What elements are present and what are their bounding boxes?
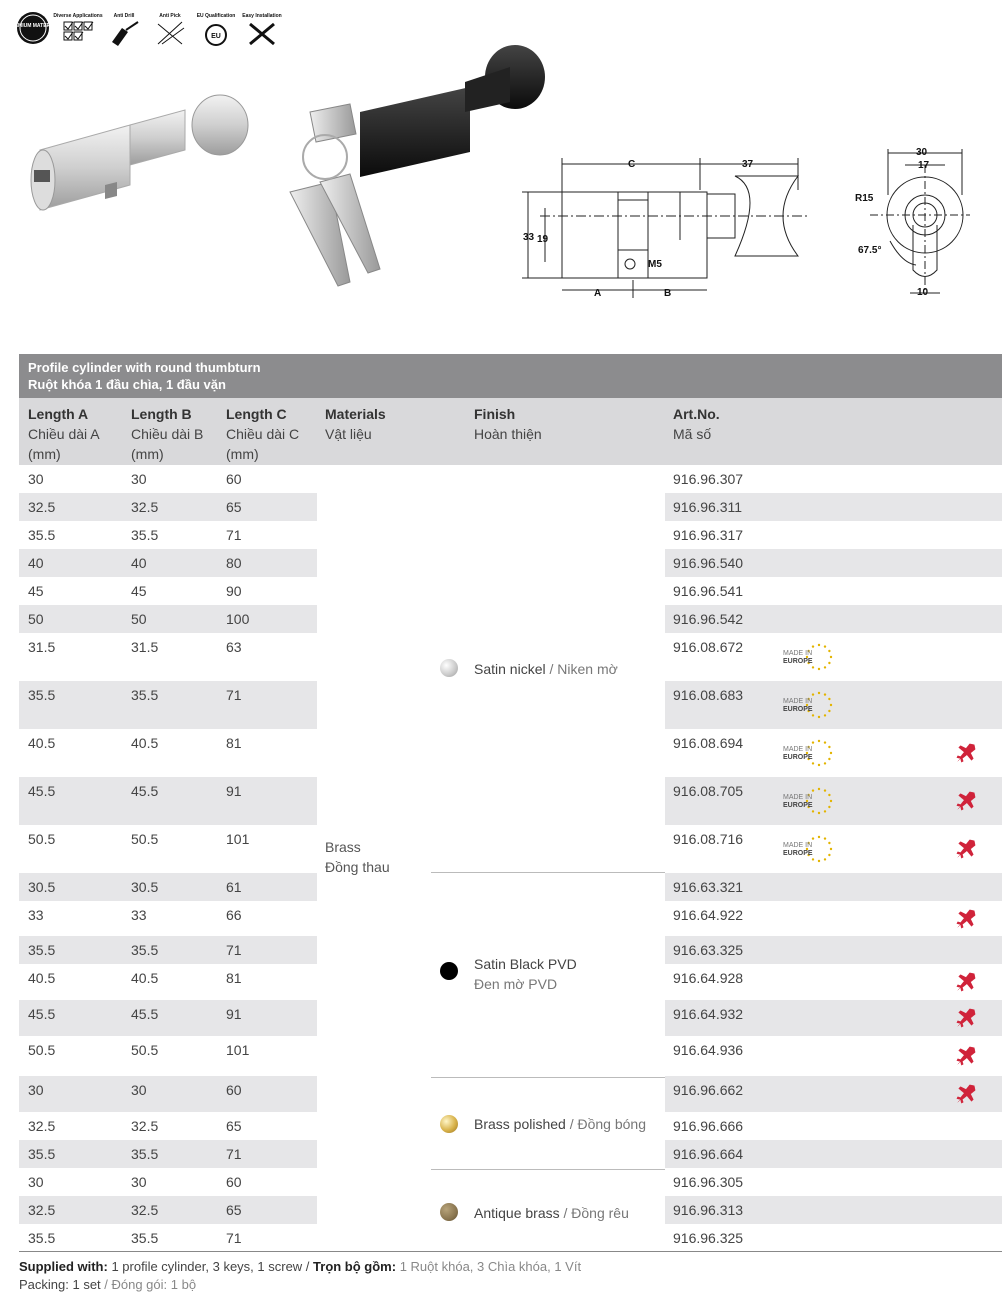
header-length-b: Length B Chiều dài B (mm) [131, 406, 204, 462]
length-c-cell: 65 [226, 499, 242, 515]
art-no-cell: 916.64.936 [673, 1042, 744, 1058]
table-row [19, 681, 317, 729]
length-a-cell: 30.5 [28, 879, 56, 895]
length-a-cell: 45.5 [28, 1006, 56, 1022]
length-c-cell: 71 [226, 687, 242, 703]
length-b-cell: 32.5 [131, 1202, 159, 1218]
length-a-cell: 40.5 [28, 735, 56, 751]
table-row [19, 901, 317, 936]
length-b-cell: 50 [131, 611, 147, 627]
material-en: Brass [325, 839, 361, 855]
brass-polished-swatch-icon [440, 1115, 458, 1133]
length-a-cell: 40.5 [28, 970, 56, 986]
art-no-cell: 916.96.305 [673, 1174, 744, 1190]
length-c-cell: 91 [226, 1006, 242, 1022]
finish-label: Brass polished / Đồng bóng [474, 1116, 647, 1132]
diverse-applications-icon [53, 13, 102, 40]
art-no-row [665, 1224, 1002, 1251]
table-row [19, 1036, 317, 1076]
table-row [19, 825, 317, 873]
dim-30-label: 30 [916, 147, 928, 158]
art-no-cell: 916.08.694 [673, 735, 744, 751]
art-no-row [665, 1140, 1002, 1168]
europe-text: EUROPE [783, 658, 813, 665]
made-in-europe-icon [781, 691, 835, 719]
airplane-icon [955, 1007, 977, 1029]
art-no-cell: 916.63.321 [673, 879, 744, 895]
dim-r15-label: R15 [855, 193, 874, 204]
dim-m5-label: M5 [648, 259, 662, 270]
length-b-cell: 50.5 [131, 831, 159, 847]
length-c-cell: 60 [226, 471, 242, 487]
length-a-cell: 50 [28, 611, 44, 627]
length-c-cell: 71 [226, 1230, 242, 1246]
length-a-cell: 31.5 [28, 639, 56, 655]
front-view-drawing [850, 145, 970, 300]
supplied-with: Supplied with: 1 profile cylinder, 3 keys, 1 screw / Trọn bộ gồm: 1 Ruột khóa, 3 Chìa khóa, 1 Vít [19, 1259, 582, 1274]
art-no-cell: 916.96.541 [673, 583, 744, 599]
table-row [19, 605, 317, 633]
length-a-cell: 32.5 [28, 1118, 56, 1134]
length-b-cell: 35.5 [131, 527, 159, 543]
length-a-cell: 35.5 [28, 1146, 56, 1162]
header-art-no: Art.No. Mã số [673, 406, 720, 442]
length-a-cell: 35.5 [28, 1230, 56, 1246]
art-no-row [665, 1036, 1002, 1076]
length-b-cell: 33 [131, 907, 147, 923]
finish-satin-nickel [431, 465, 665, 872]
art-no-row [665, 549, 1002, 577]
table-row [19, 1224, 317, 1251]
dim-17-label: 17 [918, 160, 930, 171]
length-c-cell: 101 [226, 1042, 250, 1058]
made-in-text: MADE IN [783, 746, 813, 753]
art-no-cell: 916.96.540 [673, 555, 744, 571]
svg-text:EU: EU [211, 33, 221, 40]
made-in-europe-icon [781, 787, 835, 815]
airplane-icon [955, 1045, 977, 1067]
length-b-cell: 45.5 [131, 783, 159, 799]
art-no-row [665, 681, 1002, 729]
airplane-icon [955, 790, 977, 812]
length-b-cell: 35.5 [131, 1146, 159, 1162]
art-no-row [665, 577, 1002, 605]
art-no-row [665, 493, 1002, 521]
art-no-cell: 916.08.672 [673, 639, 744, 655]
art-no-row [665, 1076, 1002, 1112]
easy-installation-icon [242, 13, 281, 44]
length-b-cell: 32.5 [131, 1118, 159, 1134]
table-header [19, 398, 1002, 465]
finish-label: Satin nickel / Niken mờ [474, 661, 618, 677]
length-c-cell: 63 [226, 639, 242, 655]
made-in-europe-icon [781, 643, 835, 671]
length-c-cell: 66 [226, 907, 242, 923]
table-row [19, 1000, 317, 1036]
table-row [19, 1196, 317, 1224]
length-b-cell: 35.5 [131, 942, 159, 958]
premium-material-label: PREMIUM MATERIAL [7, 23, 59, 29]
length-a-cell: 30 [28, 471, 44, 487]
made-in-text: MADE IN [783, 698, 813, 705]
satin-black-swatch-icon [440, 962, 458, 980]
table-row [19, 729, 317, 777]
art-no-cell: 916.64.922 [673, 907, 744, 923]
art-no-cell: 916.96.664 [673, 1146, 744, 1162]
art-no-cell: 916.96.325 [673, 1230, 744, 1246]
length-c-cell: 100 [226, 611, 250, 627]
length-b-cell: 40.5 [131, 735, 159, 751]
made-in-text: MADE IN [783, 650, 813, 657]
art-no-row [665, 1168, 1002, 1196]
art-no-cell: 916.96.311 [673, 499, 743, 515]
length-b-cell: 35.5 [131, 687, 159, 703]
header-finish: Finish Hoàn thiện [474, 406, 542, 442]
art-no-cell: 916.96.662 [673, 1082, 744, 1098]
dim-angle-label: 67.5° [858, 245, 882, 256]
art-no-cell: 916.96.542 [673, 611, 744, 627]
art-no-row [665, 521, 1002, 549]
made-in-text: MADE IN [783, 842, 813, 849]
art-no-cell: 916.08.683 [673, 687, 744, 703]
finish-label: Antique brass / Đồng rêu [474, 1205, 629, 1221]
length-b-cell: 31.5 [131, 639, 159, 655]
art-no-cell: 916.96.317 [673, 527, 744, 543]
material-cell [317, 465, 431, 1251]
length-a-cell: 32.5 [28, 1202, 56, 1218]
europe-text: EUROPE [783, 706, 813, 713]
art-no-row [665, 964, 1002, 1000]
airplane-icon [955, 908, 977, 930]
airplane-icon [955, 1083, 977, 1105]
table-title-en: Profile cylinder with round thumbturn [28, 360, 261, 375]
length-a-cell: 30 [28, 1082, 44, 1098]
europe-text: EUROPE [783, 754, 813, 761]
art-no-cell: 916.64.928 [673, 970, 744, 986]
eu-qualification-icon [197, 13, 236, 45]
length-c-cell: 91 [226, 783, 242, 799]
finish-brass-polished [431, 1077, 665, 1170]
length-b-cell: 45 [131, 583, 147, 599]
made-in-europe-icon [781, 835, 835, 863]
length-c-cell: 61 [226, 879, 242, 895]
art-no-row [665, 1196, 1002, 1224]
anti-drill-label: Anti Drill [113, 13, 135, 19]
art-no-cell: 916.08.716 [673, 831, 744, 847]
art-no-row [665, 825, 1002, 873]
dim-19-label: 19 [537, 234, 549, 245]
length-a-cell: 50.5 [28, 1042, 56, 1058]
length-a-cell: 32.5 [28, 499, 56, 515]
length-b-cell: 32.5 [131, 499, 159, 515]
art-no-cell: 916.63.325 [673, 942, 744, 958]
side-view-drawing [520, 150, 810, 300]
length-b-cell: 50.5 [131, 1042, 159, 1058]
table-row [19, 777, 317, 825]
length-c-cell: 60 [226, 1174, 242, 1190]
anti-drill-icon [112, 13, 138, 46]
header-length-c: Length C Chiều dài C (mm) [226, 406, 300, 462]
dim-c-label: C [628, 159, 636, 170]
length-a-cell: 40 [28, 555, 44, 571]
anti-pick-icon [158, 13, 184, 44]
premium-material-icon [8, 12, 58, 44]
art-no-cell: 916.96.666 [673, 1118, 744, 1134]
length-a-cell: 35.5 [28, 942, 56, 958]
table-title [19, 354, 1002, 398]
length-a-cell: 35.5 [28, 687, 56, 703]
art-no-row [665, 777, 1002, 825]
table-row [19, 577, 317, 605]
table-row [19, 633, 317, 681]
length-a-cell: 50.5 [28, 831, 56, 847]
art-no-row [665, 901, 1002, 936]
satin-nickel-swatch-icon [440, 659, 458, 677]
length-b-cell: 40.5 [131, 970, 159, 986]
airplane-icon [955, 838, 977, 860]
dim-37-label: 37 [742, 159, 754, 170]
length-a-cell: 45 [28, 583, 44, 599]
art-no-row [665, 873, 1002, 901]
art-no-row [665, 1112, 1002, 1140]
table-row [19, 936, 317, 964]
art-no-row [665, 633, 1002, 681]
table-row [19, 1168, 317, 1196]
length-b-cell: 30.5 [131, 879, 159, 895]
length-a-cell: 35.5 [28, 527, 56, 543]
airplane-icon [955, 971, 977, 993]
europe-text: EUROPE [783, 850, 813, 857]
length-a-cell: 30 [28, 1174, 44, 1190]
feature-badges [7, 10, 286, 48]
finish-label: Satin Black PVD Đen mờ PVD [474, 956, 577, 992]
table-row [19, 1140, 317, 1168]
length-b-cell: 40 [131, 555, 147, 571]
dim-a-label: A [594, 288, 602, 299]
length-a-cell: 45.5 [28, 783, 56, 799]
diverse-applications-label: Diverse Applications [53, 13, 103, 19]
dim-33-label: 33 [523, 232, 535, 243]
length-b-cell: 45.5 [131, 1006, 159, 1022]
made-in-text: MADE IN [783, 794, 813, 801]
length-c-cell: 90 [226, 583, 242, 599]
art-no-cell: 916.08.705 [673, 783, 744, 799]
table-row [19, 873, 317, 901]
anti-pick-label: Anti Pick [159, 13, 181, 19]
length-c-cell: 71 [226, 1146, 242, 1162]
art-no-cell: 916.96.307 [673, 471, 744, 487]
material-vn: Đồng thau [325, 859, 390, 875]
table-row [19, 521, 317, 549]
table-row [19, 1112, 317, 1140]
length-b-cell: 30 [131, 1174, 147, 1190]
satin-nickel-cylinder-image [25, 90, 255, 250]
art-no-row [665, 605, 1002, 633]
easy-installation-label: Easy Installation [242, 13, 282, 19]
table-row [19, 1076, 317, 1112]
length-b-cell: 30 [131, 1082, 147, 1098]
product-table [19, 354, 1002, 1246]
header-length-a: Length A Chiều dài A (mm) [28, 406, 100, 462]
finish-antique-brass [431, 1169, 665, 1252]
table-bottom-line [19, 1251, 1002, 1252]
table-row [19, 549, 317, 577]
length-c-cell: 101 [226, 831, 250, 847]
satin-black-cylinder-image [270, 42, 560, 312]
length-c-cell: 80 [226, 555, 242, 571]
table-row [19, 493, 317, 521]
art-no-row [665, 465, 1002, 493]
length-c-cell: 71 [226, 527, 242, 543]
table-title-vn: Ruột khóa 1 đầu chìa, 1 đầu vặn [28, 377, 226, 392]
art-no-row [665, 729, 1002, 777]
art-no-row [665, 936, 1002, 964]
dim-b-label: B [664, 288, 672, 299]
packing: Packing: 1 set / Đóng gói: 1 bộ [19, 1277, 197, 1292]
table-row [19, 465, 317, 493]
art-no-row [665, 1000, 1002, 1036]
length-c-cell: 81 [226, 735, 242, 751]
europe-text: EUROPE [783, 802, 813, 809]
art-no-cell: 916.96.313 [673, 1202, 744, 1218]
length-c-cell: 81 [226, 970, 242, 986]
length-c-cell: 65 [226, 1202, 242, 1218]
length-c-cell: 65 [226, 1118, 242, 1134]
header-materials: Materials Vật liệu [325, 406, 386, 442]
length-a-cell: 33 [28, 907, 44, 923]
eu-qualification-label: EU Qualification [196, 13, 236, 19]
length-b-cell: 35.5 [131, 1230, 159, 1246]
length-c-cell: 60 [226, 1082, 242, 1098]
airplane-icon [955, 742, 977, 764]
art-no-cell: 916.64.932 [673, 1006, 744, 1022]
made-in-europe-icon [781, 739, 835, 767]
dim-10-label: 10 [917, 287, 929, 298]
table-row [19, 964, 317, 1000]
finish-satin-black [431, 872, 665, 1078]
length-b-cell: 30 [131, 471, 147, 487]
antique-brass-swatch-icon [440, 1203, 458, 1221]
length-c-cell: 71 [226, 942, 242, 958]
